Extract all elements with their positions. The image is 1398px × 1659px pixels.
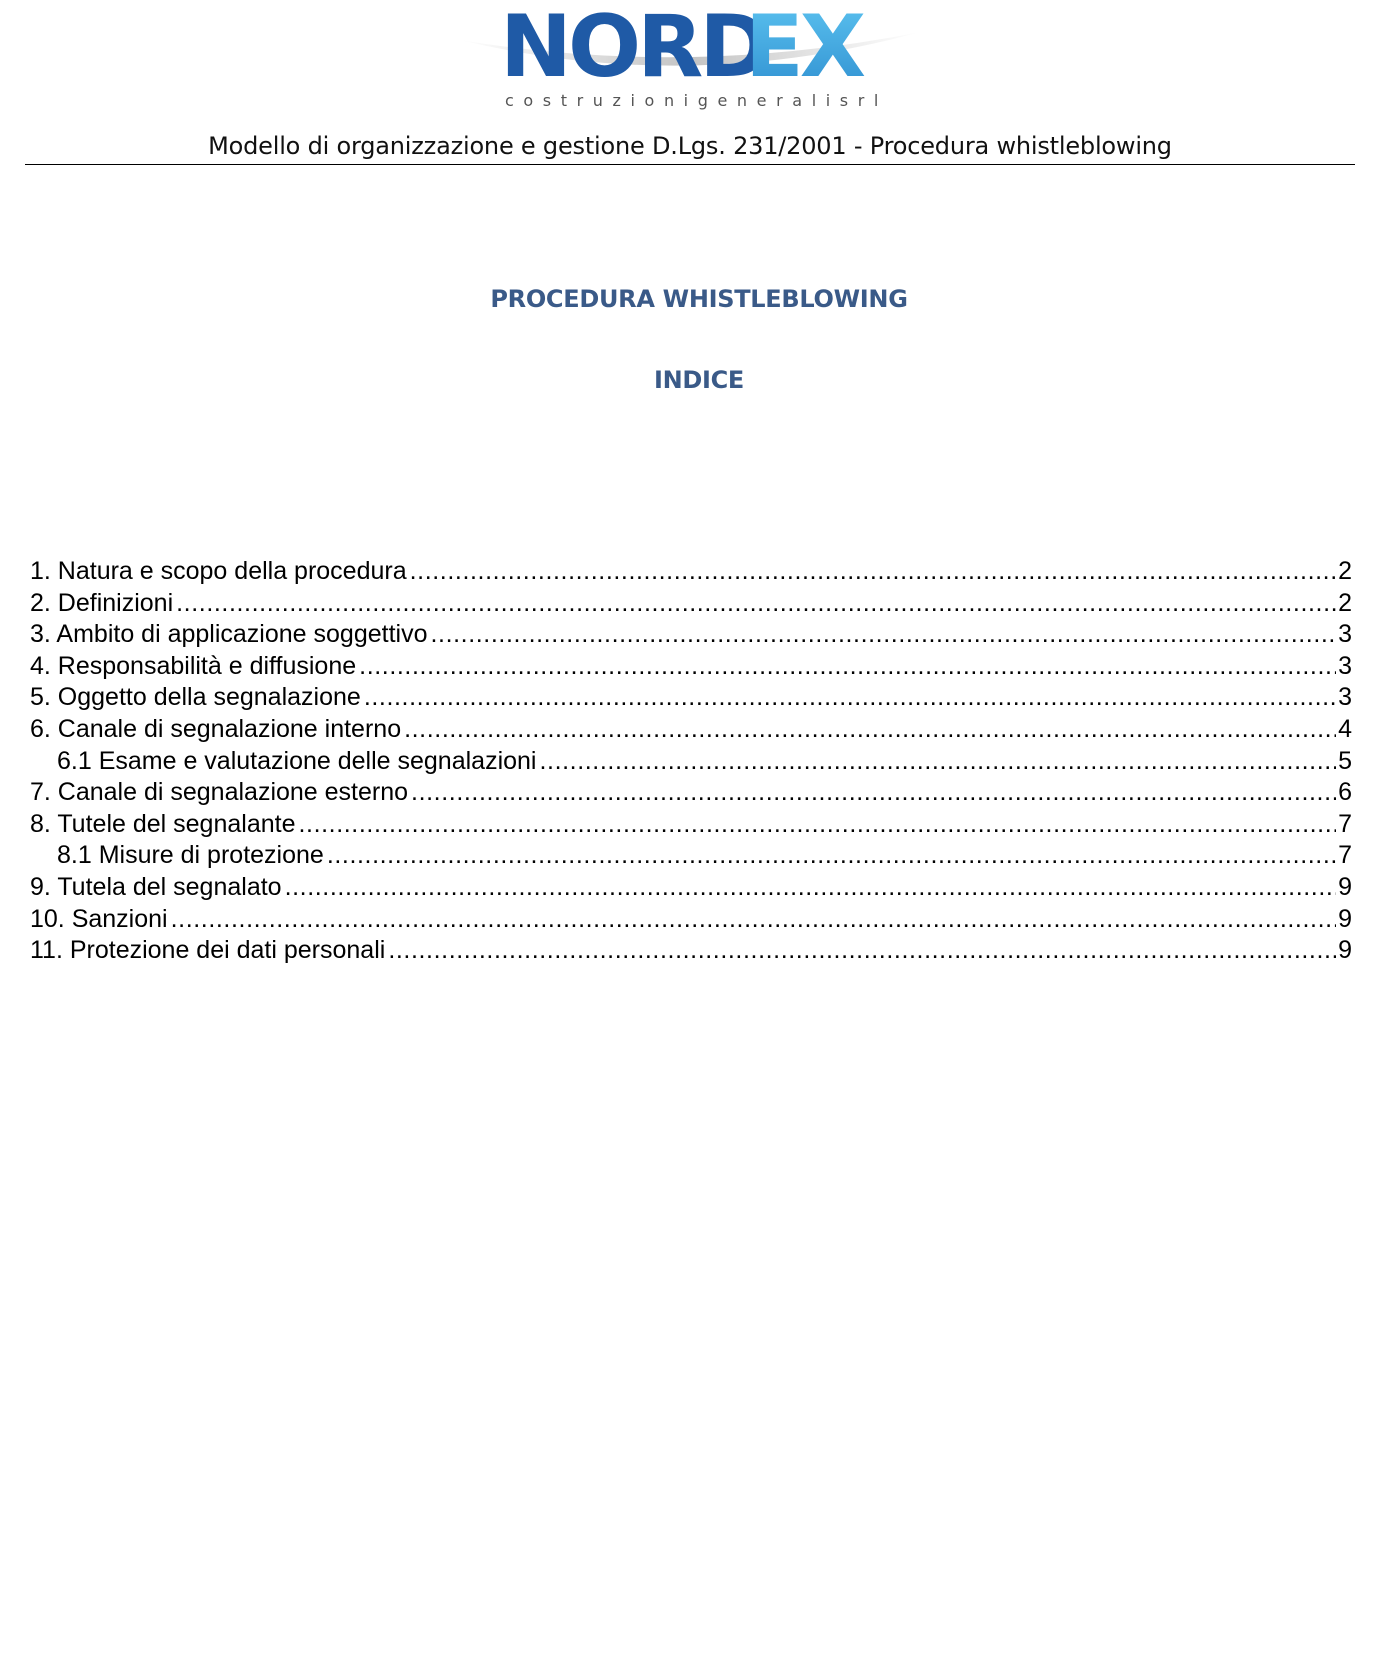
toc-entry-label: 11. Protezione dei dati personali	[30, 936, 386, 965]
toc-entry[interactable]	[30, 809, 1352, 841]
running-header: Modello di organizzazione e gestione D.Lgs. 231/2001 - Procedura whistleblowing	[208, 132, 1172, 160]
company-logo	[460, 0, 920, 120]
toc-dot-leader	[411, 777, 1336, 809]
toc-entry-label: 4. Responsabilità e diffusione	[30, 651, 357, 680]
toc-page-number: 9	[1338, 936, 1352, 965]
toc-subentry[interactable]	[30, 840, 1352, 872]
toc-entry[interactable]	[30, 588, 1352, 620]
toc-entry[interactable]	[30, 619, 1352, 651]
toc-page-number: 7	[1338, 841, 1352, 870]
toc-entry-label: 8. Tutele del segnalante	[30, 809, 296, 838]
toc-entry-label: 6.1 Esame e valutazione delle segnalazioni	[57, 746, 537, 775]
toc-page-number: 3	[1338, 683, 1352, 712]
toc-dot-leader	[364, 682, 1336, 714]
toc-entry[interactable]	[30, 651, 1352, 683]
toc-entry[interactable]	[30, 714, 1352, 746]
toc-subentry[interactable]	[30, 746, 1352, 778]
toc-entry[interactable]	[30, 777, 1352, 809]
toc-entry-label: 3. Ambito di applicazione soggettivo	[30, 620, 428, 649]
toc-dot-leader	[388, 935, 1336, 967]
toc-page-number: 2	[1338, 588, 1352, 617]
toc-dot-leader	[327, 840, 1336, 872]
toc-page-number: 4	[1338, 714, 1352, 743]
toc-entry-label: 1. Natura e scopo della procedura	[30, 557, 407, 585]
toc-dot-leader	[285, 872, 1337, 904]
toc-page-number: 9	[1338, 904, 1352, 933]
toc-entry-label: 8.1 Misure di protezione	[57, 841, 324, 870]
toc-entry-label: 7. Canale di segnalazione esterno	[30, 778, 409, 807]
svg-text:EX: EX	[745, 0, 863, 97]
toc-dot-leader	[298, 809, 1336, 841]
toc-entry-label: 6. Canale di segnalazione interno	[30, 714, 402, 743]
toc-page-number: 7	[1338, 809, 1352, 838]
toc-page-number: 6	[1338, 778, 1352, 807]
document-title: PROCEDURA WHISTLEBLOWING	[490, 285, 908, 313]
index-heading: INDICE	[653, 366, 745, 394]
toc-dot-leader	[176, 588, 1336, 620]
toc-dot-leader	[430, 619, 1336, 651]
toc-entry[interactable]	[30, 872, 1352, 904]
toc-entry[interactable]	[30, 935, 1352, 967]
svg-text:NORD: NORD	[500, 0, 767, 97]
toc-entry[interactable]	[30, 556, 1352, 588]
toc-page-number: 2	[1338, 557, 1352, 585]
toc-dot-leader	[410, 556, 1336, 588]
toc-dot-leader	[404, 714, 1336, 746]
toc-entry[interactable]	[30, 682, 1352, 714]
toc-entry-label: 5. Oggetto della segnalazione	[30, 683, 361, 712]
toc-entry-label: 2. Definizioni	[30, 588, 174, 617]
toc-page-number: 9	[1338, 872, 1352, 901]
toc-entry-label: 10. Sanzioni	[30, 904, 168, 933]
toc-entry[interactable]	[30, 904, 1352, 936]
toc-dot-leader	[539, 746, 1336, 778]
toc-page-number: 5	[1338, 746, 1352, 775]
toc-page-number: 3	[1338, 651, 1352, 680]
toc-dot-leader	[359, 651, 1336, 683]
toc-page-number: 3	[1338, 620, 1352, 649]
table-of-contents	[30, 556, 1352, 967]
svg-text:costruzionigeneralisrl: costruzionigeneralisrl	[505, 91, 888, 110]
toc-dot-leader	[171, 904, 1336, 936]
header-divider	[25, 164, 1355, 165]
toc-entry-label: 9. Tutela del segnalato	[30, 872, 282, 901]
